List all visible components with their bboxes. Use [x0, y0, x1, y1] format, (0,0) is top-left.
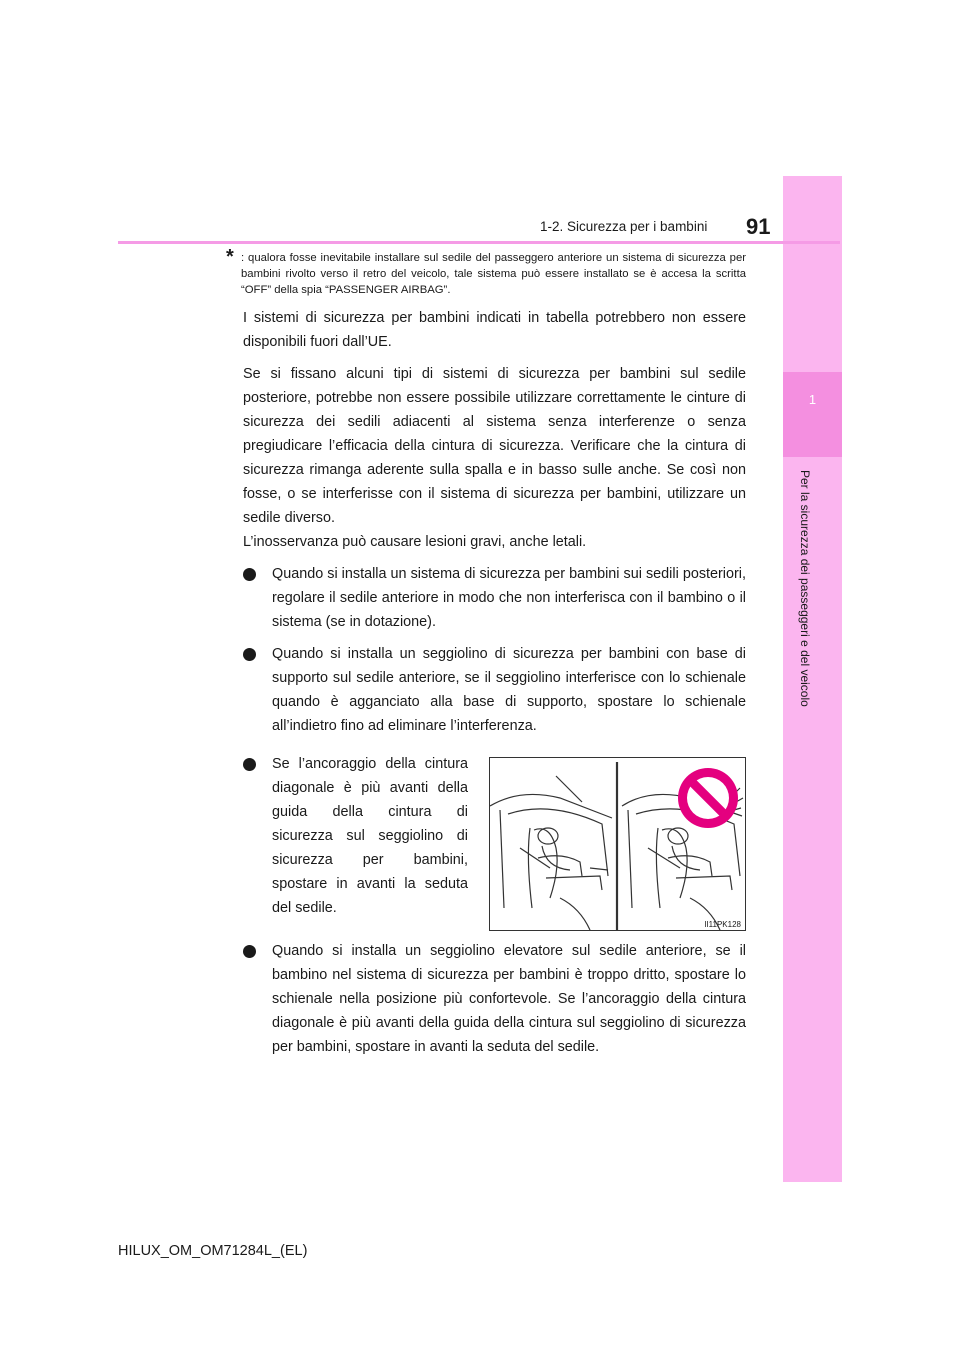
page-content	[226, 246, 746, 1067]
footnote-text: : qualora fosse inevitabile installare sul sedile del passeggero anteriore un sistema di sicurezza per bambini rivolto verso il retro del veicolo, tale sistema può essere installato se è accesa la scritta “OFF” della spia “PASSENGER AIRBAG”.	[241, 252, 746, 296]
section-title: 1-2. Sicurezza per i bambini	[540, 219, 708, 234]
bullet-item	[243, 562, 746, 634]
footnote-marker: *	[226, 246, 234, 268]
bullet-dot	[243, 568, 256, 581]
bullet-text: Quando si installa un seggiolino elevatore sul sedile anteriore, se il bambino nel sistema di sicurezza per bambini è troppo dritto, spostare lo schienale nella posizione più confortevole. Se l’ancoraggio della cintura diagonale è più avanti della guida della cintura sul seggiolino di sicurezza per bambini, spostare in avanti la seduta del sedile.	[272, 943, 746, 1055]
bullet-text: Quando si installa un seggiolino di sicurezza per bambini con base di supporto sul sedile anteriore, se il seggiolino interferisce con lo schienale quando è agganciato alla base di supporto, spostare lo schienale all’indietro fino ad eliminare l’interferenza.	[272, 646, 746, 734]
paragraph-rear-seat-warning: Se si fissano alcuni tipi di sistemi di sicurezza per bambini sul sedile posteriore, potrebbe non essere possibile utilizzare correttamente le cinture di sicurezza dei sedili adiacenti al sistema senza interferenze o senza pregiudicare l’efficacia della cintura di sicurezza. Verificare che la cintura di sicurezza rimanga aderente sulla spalla e in basso sulle anche. Se così non fosse, o se interferisse con il sistema di sicurezza per bambini, utilizzare un sedile diverso.	[243, 366, 746, 526]
seat-belt-illustration	[489, 757, 746, 931]
bullet-dot	[243, 648, 256, 661]
prohibited-icon	[678, 768, 738, 828]
bullet-item	[243, 939, 746, 1059]
chapter-title: Per la sicurezza dei passeggeri e del veicolo	[798, 470, 812, 707]
paragraph-consequence: L’inosservanza può causare lesioni gravi, anche letali.	[243, 534, 587, 550]
bullet-item	[243, 642, 746, 738]
chapter-number: 1	[808, 392, 817, 407]
bullet-dot	[243, 758, 256, 771]
bullet-item	[243, 752, 468, 920]
bullet-dot	[243, 945, 256, 958]
bullet-with-figure	[228, 752, 746, 931]
paragraph-availability: I sistemi di sicurezza per bambini indicati in tabella potrebbero non essere disponibili fuori dall’UE.	[243, 310, 746, 350]
footnote	[226, 246, 746, 298]
figure-code: II11PK128	[704, 920, 741, 929]
bullet-text: Se l’ancoraggio della cintura diagonale è più avanti della guida della cintura di sicurezza sul seggiolino di sicurezza per bambini, spostare in avanti la seduta del sedile.	[272, 756, 468, 916]
chapter-number-tab	[783, 372, 842, 457]
page-number: 91	[746, 214, 771, 239]
header-divider	[118, 241, 840, 244]
illustration-drawing	[490, 758, 745, 930]
chapter-side-tab	[783, 176, 842, 1182]
bullet-text: Quando si installa un sistema di sicurezza per bambini sui sedili posteriori, regolare il sedile anteriore in modo che non interferisca con il bambino o il sistema (se in dotazione).	[272, 566, 746, 630]
document-id: HILUX_OM_OM71284L_(EL)	[118, 1243, 308, 1259]
